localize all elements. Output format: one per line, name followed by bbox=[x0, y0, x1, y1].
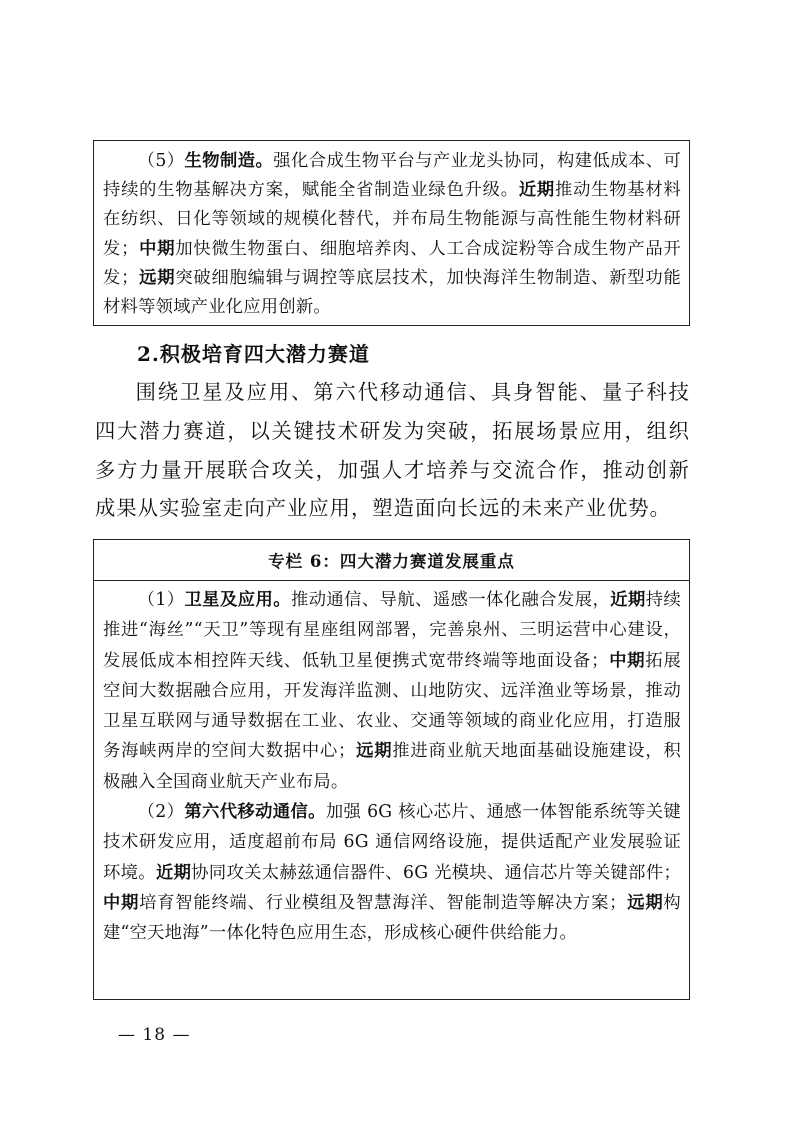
near-term-label: 近期 bbox=[610, 590, 646, 610]
item-number: （1） bbox=[137, 590, 185, 610]
6g-paragraph bbox=[103, 797, 681, 948]
box-content bbox=[94, 141, 689, 322]
item-text: 加强 6G 核心芯片、通感一体智能系统等关键技术研发应用，适度超前布局 6G 通信网络设施，提供适配产业发展验证环境。 bbox=[103, 802, 681, 883]
long-term-label: 远期 bbox=[138, 267, 176, 288]
long-term-label: 远期 bbox=[355, 741, 393, 762]
mid-term-label: 中期 bbox=[138, 238, 176, 259]
satellite-paragraph bbox=[103, 585, 681, 797]
item-title: 生物制造。 bbox=[184, 151, 274, 171]
column-6-header: 专栏 6：四大潜力赛道发展重点 bbox=[94, 540, 689, 581]
long-term-text: 构建“空天地海”一体化特色应用生态，形成核心硬件供给能力。 bbox=[103, 892, 681, 944]
page-number: — 18 — bbox=[118, 1025, 191, 1045]
item-number: （2） bbox=[137, 802, 185, 823]
mid-term-label: 中期 bbox=[608, 650, 646, 671]
section-body-paragraph: 围绕卫星及应用、第六代移动通信、具身智能、量子科技四大潜力赛道，以关键技术研发为突破，拓展场景应用，组织多方力量开展联合攻关，加强人才培养与交流合作，推动创新成果从实验室走向产业应用，塑造面向长远的未来产业优势。 bbox=[95, 380, 690, 521]
section-heading: 2.积极培育四大潜力赛道 bbox=[137, 342, 370, 366]
item-text: 推动通信、导航、遥感一体化融合发展， bbox=[290, 590, 611, 610]
item-title: 卫星及应用。 bbox=[184, 590, 291, 610]
long-term-text: 突破细胞编辑与调控等底层技术，加快海洋生物制造、新型功能材料等领域产业化应用创新。 bbox=[103, 267, 681, 318]
near-term-label: 近期 bbox=[518, 180, 555, 201]
mid-term-text: 拓展空间大数据融合应用，开发海洋监测、山地防灾、远洋渔业等场景，推动卫星互联网与通导数据在工业、农业、交通等领域的商业化应用，打造服务海峡两岸的空间大数据中心； bbox=[103, 650, 681, 762]
column-6-box bbox=[93, 539, 690, 1000]
item-number: （5） bbox=[137, 151, 185, 171]
bio-manufacturing-box bbox=[93, 140, 690, 326]
long-term-label: 远期 bbox=[626, 892, 664, 913]
box-content bbox=[94, 581, 689, 949]
item-text: 强化合成生物平台与产业龙头协同，构建低成本、可持续的生物基解决方案，赋能全省制造业绿色升级。 bbox=[103, 151, 681, 201]
near-term-text: 推动生物基材料在纺织、日化等领域的规模化替代，并布局生物能源与高性能生物材料研发； bbox=[103, 180, 681, 259]
near-term-text: 协同攻关太赫兹通信器件、6G 光模块、通信芯片等关键部件； bbox=[191, 862, 681, 883]
mid-term-text: 加快微生物蛋白、细胞培养肉、人工合成淀粉等合成生物产品开发； bbox=[103, 238, 681, 288]
mid-term-label: 中期 bbox=[103, 892, 140, 913]
near-term-text: 持续推进“海丝”“天卫”等现有星座组网部署，完善泉州、三明运营中心建设，发展低成本相控阵天线、低轨卫星便携式宽带终端等地面设备； bbox=[103, 590, 681, 671]
item-title: 第六代移动通信。 bbox=[184, 802, 326, 823]
mid-term-text: 培育智能终端、行业模组及智慧海洋、智能制造等解决方案； bbox=[139, 892, 627, 913]
near-term-label: 近期 bbox=[155, 862, 192, 883]
long-term-text: 推进商业航天地面基础设施建设，积极融入全国商业航天产业布局。 bbox=[103, 741, 681, 792]
bio-manufacturing-paragraph bbox=[103, 147, 681, 322]
